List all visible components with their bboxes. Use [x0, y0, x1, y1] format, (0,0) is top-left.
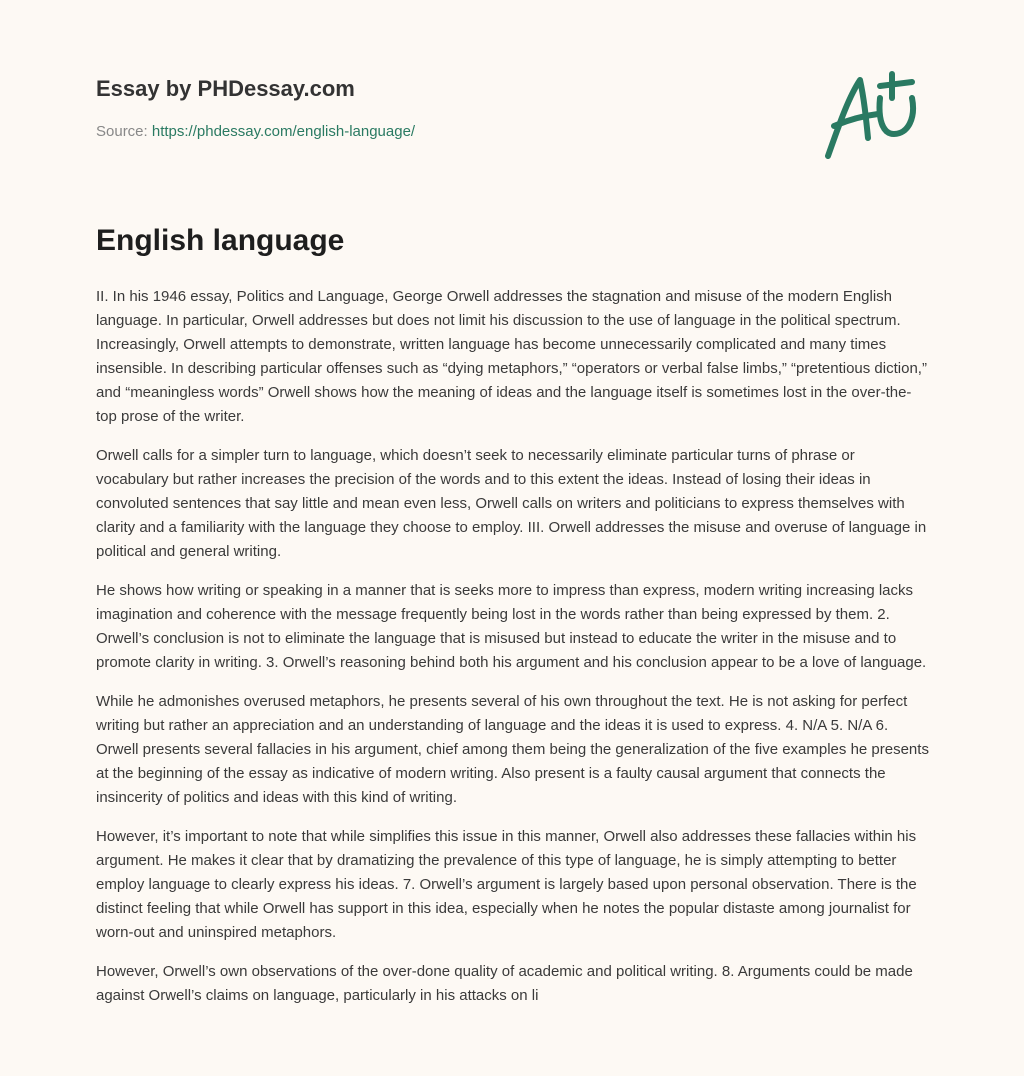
paragraph: He shows how writing or speaking in a manner that is seeks more to impress than express, modern writing increasing lacks imagination and coherence with the message frequently being lost in the words rather than being expressed by them. 2. Orwell’s conclusion is not to eliminate the language that is misused but instead to educate the writer in the misuse and to promote clarity in writing. 3. Orwell’s reasoning behind both his argument and his conclusion appear to be a love of language.	[96, 582, 927, 671]
page-title: English language	[96, 224, 345, 257]
source-link[interactable]: https://phdessay.com/english-language/	[151, 123, 416, 140]
paragraph: While he admonishes overused metaphors, he presents several of his own throughout the text. He is not asking for perfect writing but rather an appreciation and an understanding of language and the ideas it is used to express. 4. N/A 5. N/A 6. Orwell presents several fallacies in his argument, chief among them being the generalization of the five examples he presents at the beginning of the essay as indicative of modern writing. Also present is a faulty causal argument that connects the insincerity of politics and ideas with this kind of writing.	[96, 693, 929, 806]
source-label: Source:	[96, 123, 148, 140]
paragraph: Orwell calls for a simpler turn to language, which doesn’t seek to necessarily eliminate particular turns of phrase or vocabulary but rather increases the precision of the words and to this extent the ideas. Instead of losing their ideas in convoluted sentences that say little and mean even less, Orwell calls on writers and politicians to express themselves with clarity and a familiarity with the language they choose to employ. III. Orwell addresses the misuse and overuse of language in political and general writing.	[96, 447, 927, 560]
site-brand: Essay by PHDessay.com	[96, 76, 355, 101]
paragraph: However, it’s important to note that while simplifies this issue in this manner, Orwell also addresses these fallacies within his argument. He makes it clear that by dramatizing the prevalence of this type of language, he is simply attempting to better employ language to clearly express his ideas. 7. Orwell’s argument is largely based upon personal observation. There is the distinct feeling that while Orwell has support in this idea, especially when he notes the popular distaste among journalist for worn-out and uninspired metaphors.	[96, 828, 917, 941]
paragraph: However, Orwell’s own observations of the over-done quality of academic and political writing. 8. Arguments could be made against Orwell’s claims on language, particularly in his attacks on li	[96, 963, 913, 1004]
source-line	[96, 123, 415, 140]
a-plus-logo-icon	[820, 68, 930, 164]
paragraph: II. In his 1946 essay, Politics and Language, George Orwell addresses the stagnation and misuse of the modern English language. In particular, Orwell addresses but does not limit his discussion to the use of language in the political spectrum. Increasingly, Orwell attempts to demonstrate, written language has become unnecessarily complicated and many times insensible. In describing particular offenses such as “dying metaphors,” “operators or verbal false limbs,” “pretentious diction,” and “meaningless words” Orwell shows how the meaning of ideas and the language itself is sometimes lost in the over-the-top prose of the writer.	[96, 288, 927, 425]
essay-body	[96, 285, 930, 1023]
